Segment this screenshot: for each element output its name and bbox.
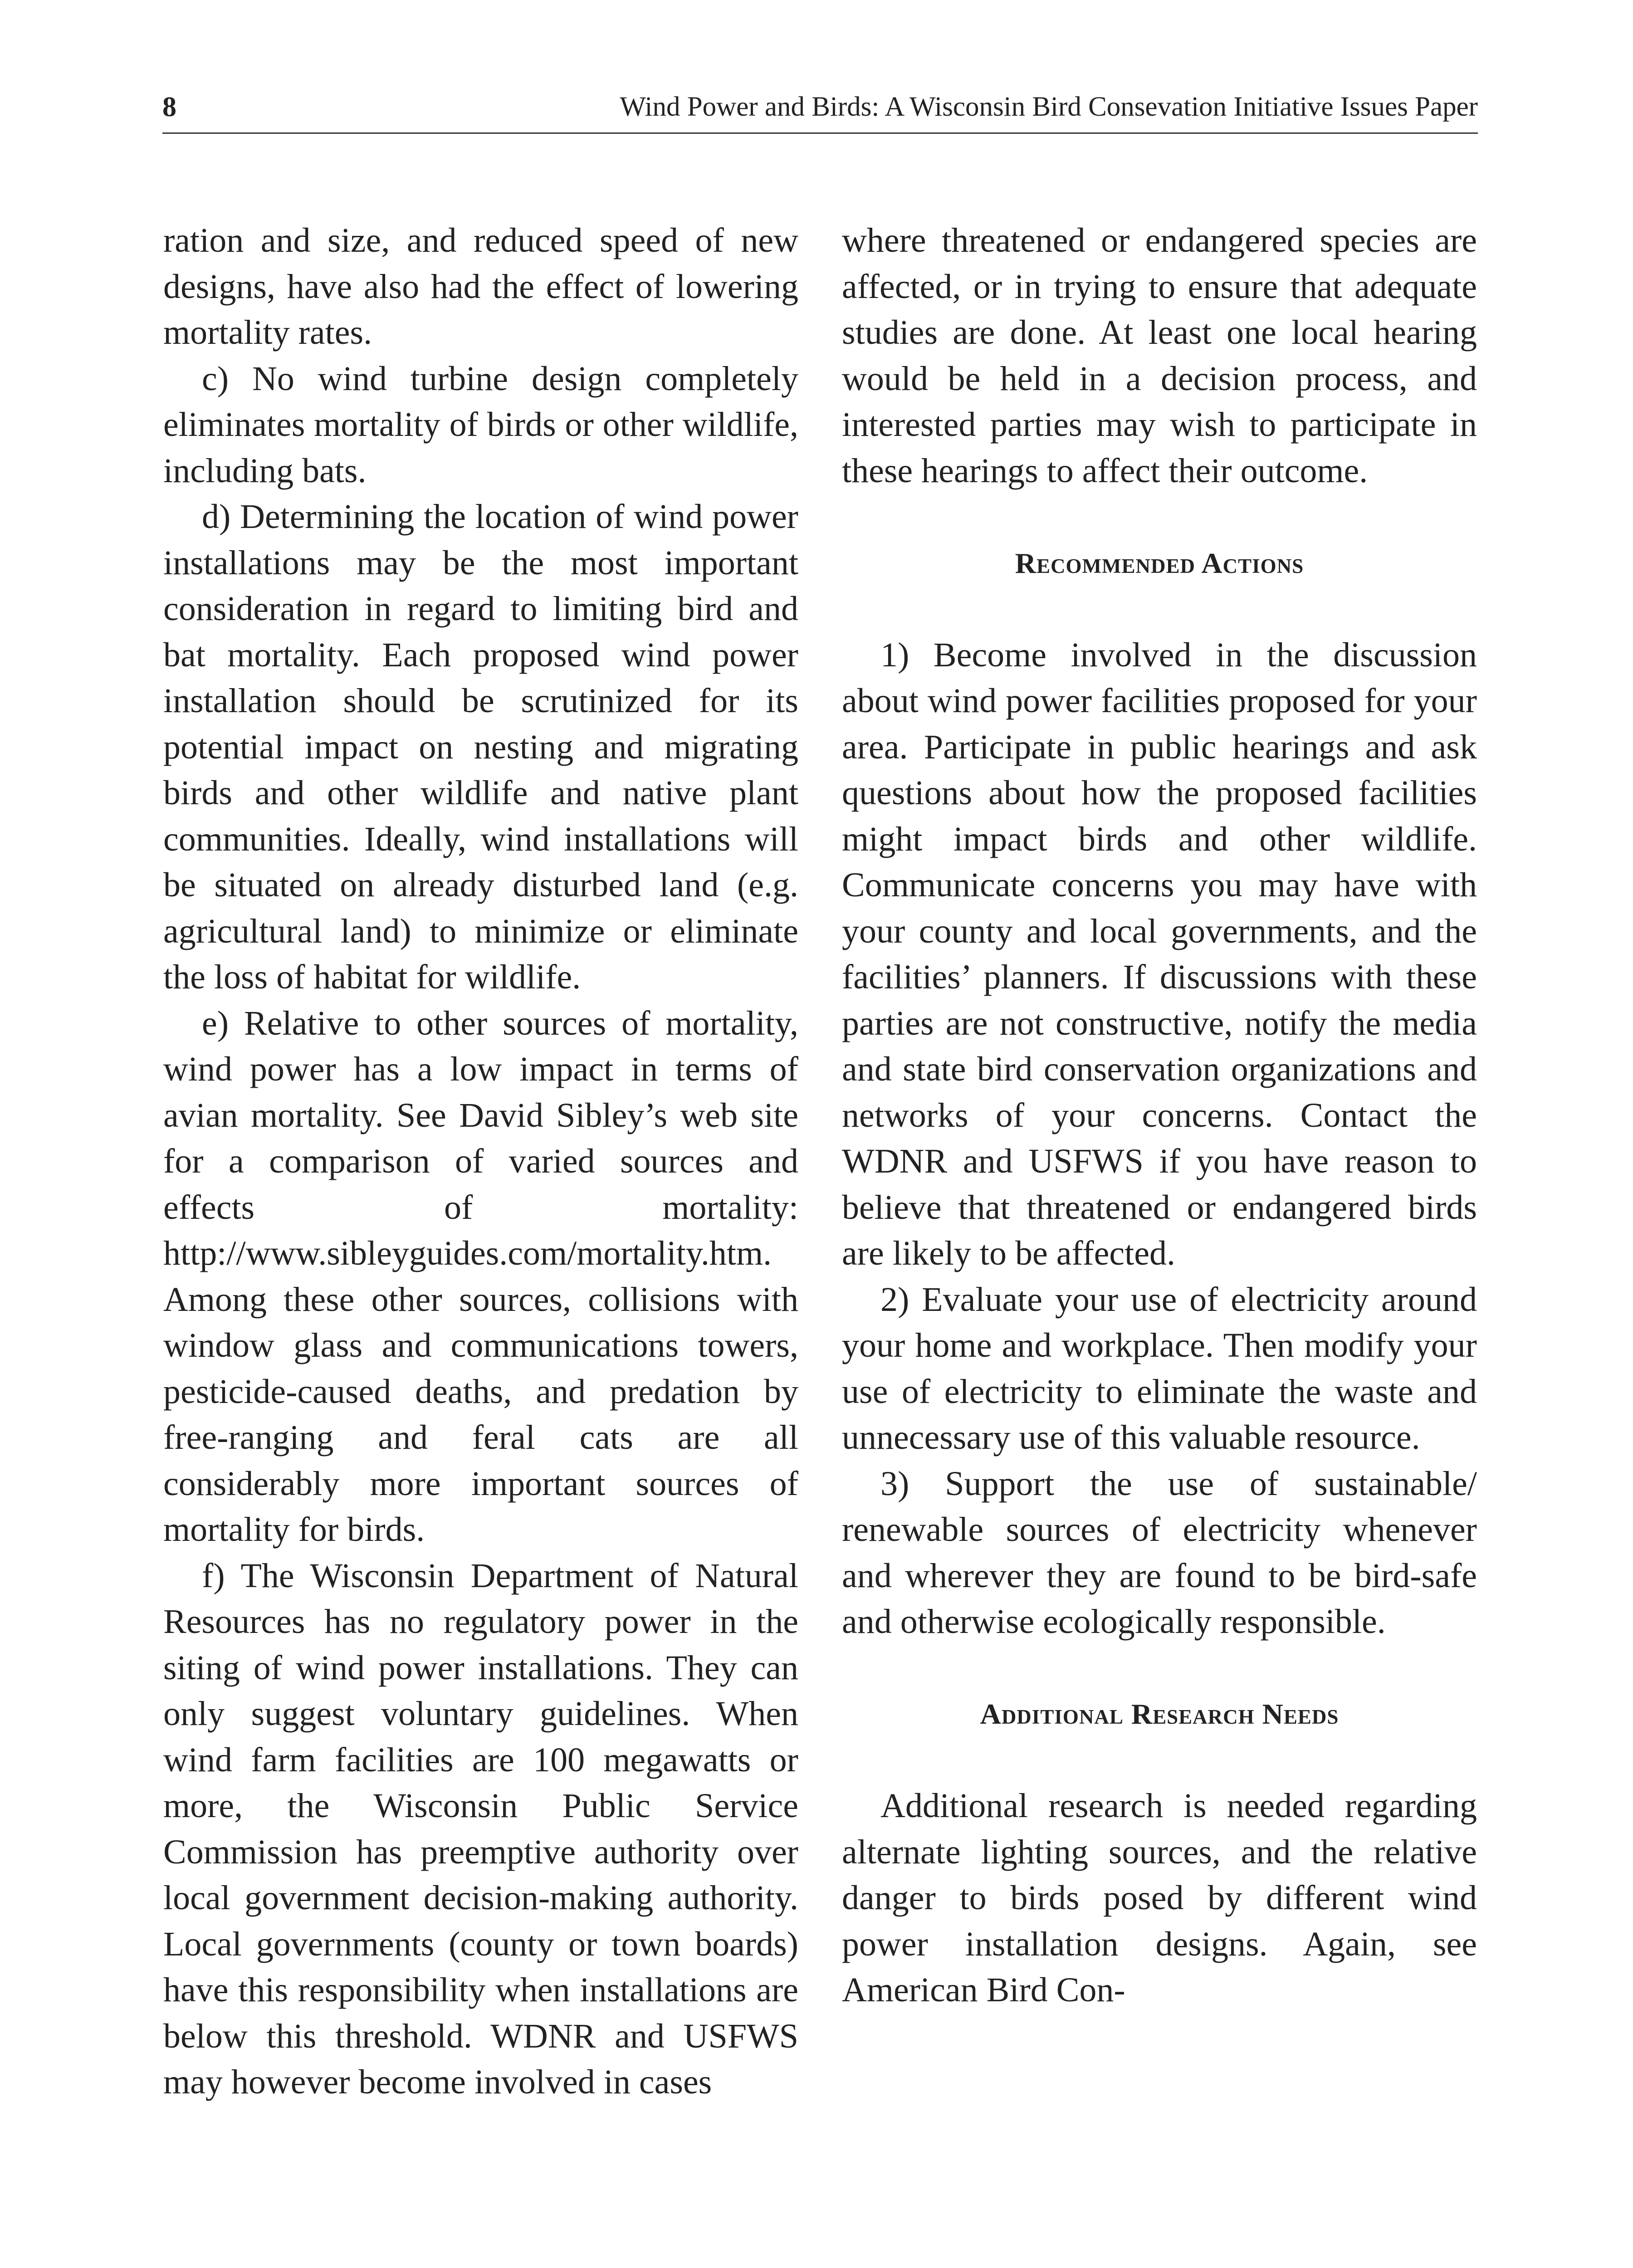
right-column [842,218,1477,2014]
paragraph: e) Relative to other sources of mortality, wind power has a low impact in terms of avian mortality. See David Sibley’s web site for a comparison of varied sources and effects of mortality: http://www.sibleyguides.com/mortality.htm. Among these other sources, collisions with window glass and communications towers, pesticide-caused deaths, and predation by free-ranging and feral cats are all considerably more important sources of mortality for birds. [163,1004,798,1549]
paragraph: 1) Become involved in the discussion about wind power facilities proposed for your area. Participate in public hearings and ask questions about how the proposed facilities might impact birds and other wildlife. Communicate concerns you may have with your county and local governments, and the facilities’ planners. If discussions with these parties are not constructive, notify the media and state bird conservation organizations and networks of your concerns. Contact the WDNR and USFWS if you have reason to believe that threatened or endangered birds are likely to be affected. [842,635,1477,1272]
paragraph: 2) Evaluate your use of electricity around your home and workplace. Then modify your use of electricity to eliminate the waste and unnecessary use of this valuable resource. [842,1280,1477,1457]
paragraph: Additional research is needed regarding alternate lighting sources, and the relative danger to birds posed by different wind power installation designs. Again, see American Bird Con- [842,1787,1477,2009]
paragraph: where threatened or endangered species are affected, or in trying to ensure that adequate studies are done. At least one local hearing would be held in a decision process, and interested parties may wish to participate in these hearings to affect their outcome. [842,221,1477,490]
page-header [162,89,1478,134]
paragraph: ration and size, and reduced speed of new designs, have also had the effect of lowering mortality rates. [163,221,798,352]
paragraph: c) No wind turbine design completely eliminates mortality of birds or other wildlife, including bats. [163,359,798,490]
page-number: 8 [162,92,176,122]
left-column [163,218,798,2106]
section-heading-recommended-actions: Recommended Actions [1015,547,1304,579]
section-heading-additional-research-needs: Additional Research Needs [980,1698,1339,1730]
paragraph: 3) Support the use of sustainable/ renewable sources of electricity whenever and wherever they are found to be bird-safe and otherwise ecologically responsible. [842,1464,1477,1641]
paragraph: d) Determining the location of wind power installations may be the most important consideration in regard to limiting bird and bat mortality. Each proposed wind power installation should be scrutinized for its potential impact on nesting and migrating birds and other wildlife and native plant communities. Ideally, wind installations will be situated on already disturbed land (e.g. agricultural land) to minimize or eliminate the loss of habitat for wildlife. [163,498,798,996]
paragraph: f) The Wisconsin Department of Natural Resources has no regulatory power in the siting of wind power installations. They can only suggest voluntary guidelines. When wind farm facilities are 100 megawatts or more, the Wisconsin Public Service Commission has preemptive authority over local government decision-making authority. Local governments (county or town boards) have this responsibility when installations are below this threshold. WDNR and USFWS may however become involved in cases [163,1556,798,2101]
running-title: Wind Power and Birds: A Wisconsin Bird Consevation Initiative Issues Paper [620,92,1478,122]
